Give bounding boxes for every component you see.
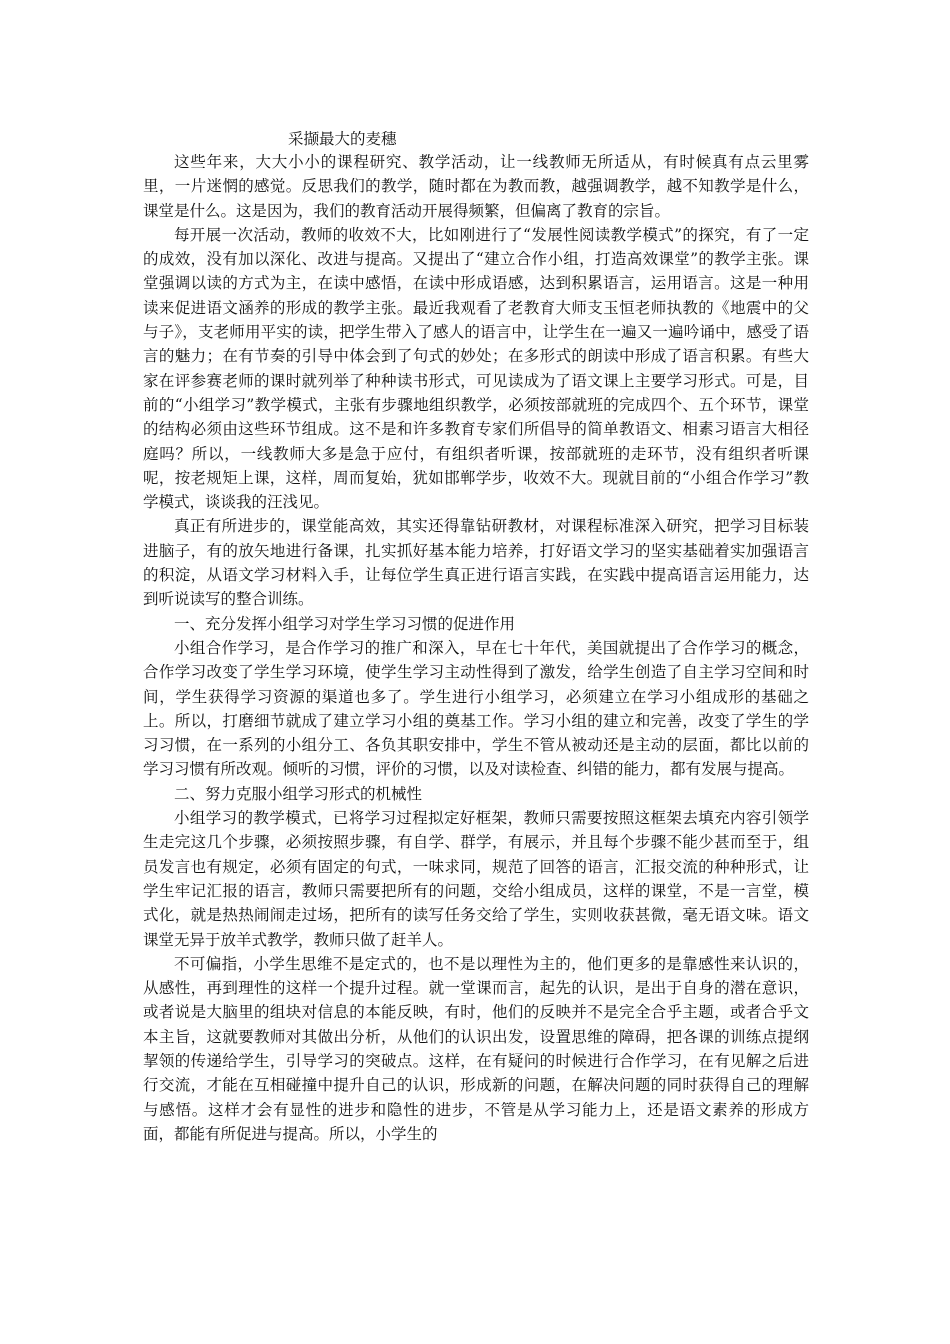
paragraph-section2-a: 小组学习的教学模式，已将学习过程拟定好框架，教师只需要按照这框架去填充内容引领学生走完这几个步骤，必须按照步骤，有自学、群学，有展示，并且每个步骤不能少甚而至于，组员发言也有规定，必须有固定的句式，一味求同，规范了回答的语言，汇报交流的种种形式，让学生牢记汇报的语言，教师只需要把所有的问题，交给小组成员，这样的课堂，不是一言堂，模式化，就是热热闹闹走过场，把所有的读写任务交给了学生，实则收获甚微，毫无语文味。语文课堂无异于放羊式教学，教师只做了赶羊人。	[143, 809, 809, 949]
document-page	[143, 128, 809, 1146]
section-heading-1: 一、充分发挥小组学习对学生学习习惯的促进作用	[174, 614, 516, 633]
section-heading-2: 二、努力克服小组学习形式的机械性	[174, 784, 423, 803]
paragraph-section2-b: 不可偏指，小学生思维不是定式的，也不是以理性为主的，他们更多的是靠感性来认识的，从感性，再到理性的这样一个提升过程。就一堂课而言，起先的认识，是出于自身的潜在意识，或者说是大脑里的组块对信息的本能反映，有时，他们的反映并不是完全合乎主题，或者合乎文本主旨，这就要教师对其做出分析，从他们的认识出发，设置思维的障碍，把各课的训练点提纲挈领的传递给学生，引导学习的突破点。这样，在有疑问的时候进行合作学习，在有见解之后进行交流，才能在互相碰撞中提升自己的认识，形成新的问题，在解决问题的同时获得自己的理解与感悟。这样才会有显性的进步和隐性的进步，不管是从学习能力上，还是语文素养的形成方面，都能有所促进与提高。所以，小学生的	[143, 954, 809, 1143]
paragraph-section1: 小组合作学习，是合作学习的推广和深入，早在七十年代，美国就提出了合作学习的概念，合作学习改变了学生学习环境，使学生学习主动性得到了激发，给学生创造了自主学习空间和时间，学生获得学习资源的渠道也多了。学生进行小组学习，必须建立在学习小组成形的基础之上。所以，打磨细节就成了建立学习小组的奠基工作。学习小组的建立和完善，改变了学生的学习习惯，在一系列的小组分工、各负其职安排中，学生不管从被动还是主动的层面，都比以前的学习习惯有所改观。倾听的习惯，评价的习惯，以及对读检查、纠错的能力，都有发展与提高。	[143, 638, 809, 779]
paragraph-progress: 真正有所进步的，课堂能高效，其实还得靠钻研教材，对课程标准深入研究，把学习目标装进脑子，有的放矢地进行备课，扎实抓好基本能力培养，打好语文学习的坚实基础着实加强语言的积淀，从语文学习材料入手，让每位学生真正进行语言实践，在实践中提高语言运用能力，达到听说读写的整合训练。	[143, 517, 809, 609]
paragraph-activities: 每开展一次活动，教师的收效不大，比如刚进行了“发展性阅读教学模式”的探究，有了一定的成效，没有加以深化、改进与提高。又提出了“建立合作小组，打造高效课堂”的教学主张。课堂强调以读的方式为主，在读中感悟，在读中形成语感，达到积累语言，运用语言。这是一种用读来促进语文涵养的形成的教学主张。最近我观看了老教育大师支玉恒老师执教的《地震中的父与子》，支老师用平实的读，把学生带入了感人的语言中，让学生在一遍又一遍吟诵中，感受了语言的魅力；在有节奏的引导中体会到了句式的妙处；在多形式的朗读中形成了语言积累。有些大家在评参赛老师的课时就列举了种种读书形式，可见读成为了语文课上主要学习形式。可是，目前的“小组学习”教学模式，主张有步骤地组织教学，必须按部就班的完成四个、五个环节，课堂的结构必须由这些环节组成。这不是和许多教育专家们所倡导的简单教语文、相素习语言大相径庭吗？所以，一线教师大多是急于应付，有组织者听课，按部就班的走环节，没有组织者听课呢，按老规矩上课，这样，周而复始，犹如邯郸学步，收效不大。现就目前的“小组合作学习”教学模式，谈谈我的汪浅见。	[143, 225, 809, 512]
paragraph-intro: 这些年来，大大小小的课程研究、教学活动，让一线教师无所适从，有时候真有点云里雾里，一片迷惘的感觉。反思我们的教学，随时都在为教而教，越强调教学，越不知教学是什么，课堂是什么。这是因为，我们的教育活动开展得频繁，但偏离了教育的宗旨。	[143, 153, 809, 220]
document-title: 采撷最大的麦穗	[288, 130, 397, 148]
